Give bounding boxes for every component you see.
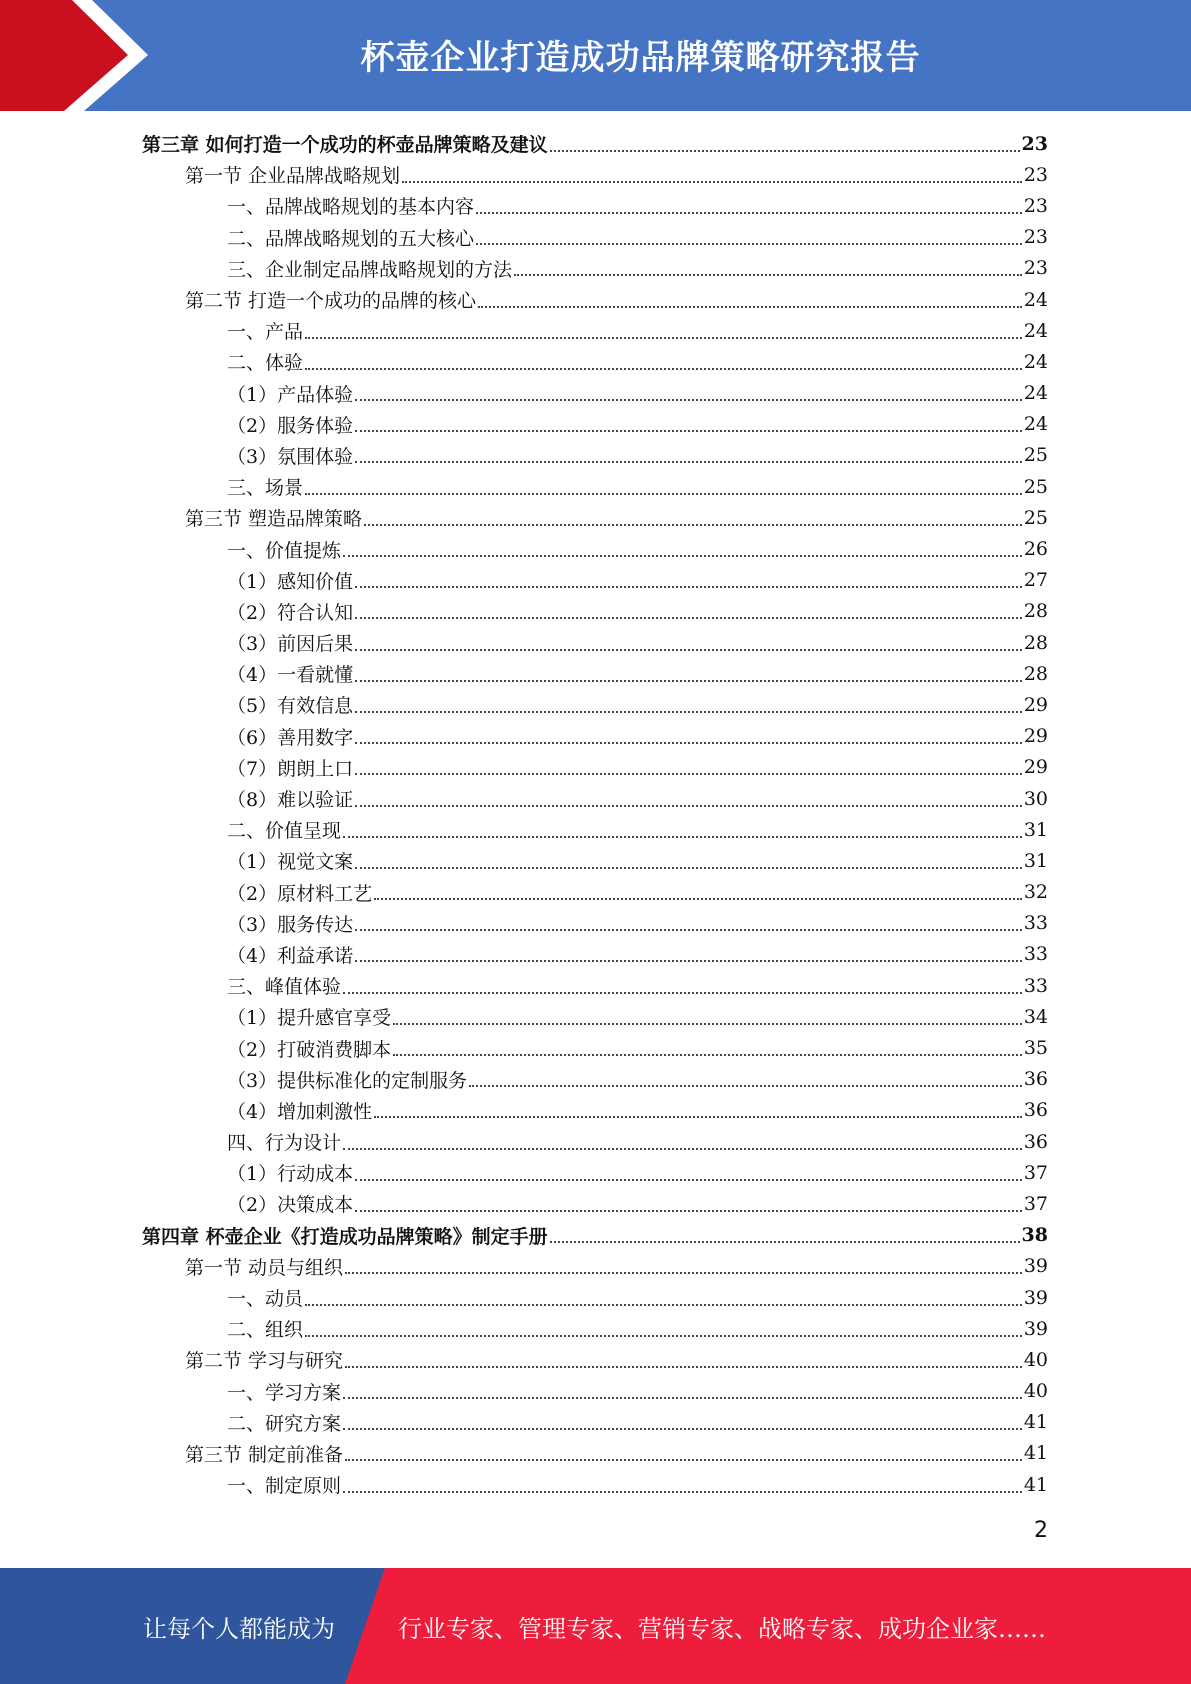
toc-entry-page: 26 [1023, 538, 1048, 561]
toc-leader-dots [476, 243, 1022, 245]
toc-entry[interactable] [142, 190, 1048, 221]
toc-entry[interactable] [142, 1344, 1048, 1375]
toc-leader-dots [345, 1272, 1022, 1274]
toc-leader-dots [355, 711, 1022, 713]
toc-leader-dots [355, 461, 1022, 463]
toc-entry[interactable] [142, 1251, 1048, 1282]
toc-entry-label: （2）决策成本 [227, 1194, 354, 1217]
toc-entry-label: （7）朗朗上口 [227, 757, 354, 780]
toc-leader-dots [364, 524, 1022, 526]
toc-leader-dots [355, 430, 1022, 432]
toc-leader-dots [469, 1085, 1022, 1087]
toc-entry-label: 二、品牌战略规划的五大核心 [227, 227, 475, 250]
toc-entry[interactable] [142, 1095, 1048, 1126]
toc-entry-page: 39 [1023, 1255, 1048, 1278]
toc-leader-dots [343, 1428, 1022, 1430]
toc-entry[interactable] [142, 658, 1048, 689]
toc-entry[interactable] [142, 471, 1048, 502]
toc-entry-label: 二、价值呈现 [227, 820, 342, 843]
page-header [0, 0, 1191, 111]
toc-leader-dots [343, 555, 1022, 557]
toc-entry-page: 36 [1023, 1068, 1048, 1091]
toc-entry-label: 第三节 塑造品牌策略 [185, 508, 363, 531]
toc-entry-page: 34 [1023, 1005, 1048, 1028]
toc-entry-page: 23 [1023, 163, 1048, 186]
toc-entry-page: 40 [1023, 1380, 1048, 1403]
toc-leader-dots [355, 586, 1022, 588]
toc-entry[interactable] [142, 814, 1048, 845]
toc-leader-dots [343, 1491, 1022, 1493]
toc-leader-dots [393, 1054, 1022, 1056]
toc-leader-dots [355, 649, 1022, 651]
toc-entry[interactable] [142, 222, 1048, 253]
toc-entry-page: 35 [1023, 1037, 1048, 1060]
toc-entry-page: 36 [1023, 1099, 1048, 1122]
page-footer [0, 1568, 1191, 1684]
toc-entry[interactable] [142, 1282, 1048, 1313]
toc-entry-label: 第二节 打造一个成功的品牌的核心 [185, 290, 477, 313]
toc-leader-dots [514, 274, 1022, 276]
toc-entry[interactable] [142, 565, 1048, 596]
toc-entry-label: 第三章 如何打造一个成功的杯壶品牌策略及建议 [142, 134, 548, 157]
toc-leader-dots [550, 150, 1020, 152]
toc-entry-label: 二、组织 [227, 1319, 304, 1342]
toc-entry-page: 32 [1023, 881, 1048, 904]
toc-entry-page: 38 [1021, 1224, 1048, 1247]
toc-entry[interactable] [142, 284, 1048, 315]
toc-entry-page: 30 [1023, 787, 1048, 810]
toc-leader-dots [355, 1210, 1022, 1212]
toc-entry[interactable] [142, 1407, 1048, 1438]
toc-entry[interactable] [142, 1064, 1048, 1095]
toc-entry-label: （4）利益承诺 [227, 944, 354, 967]
toc-entry-page: 39 [1023, 1286, 1048, 1309]
toc-entry[interactable] [142, 596, 1048, 627]
toc-entry[interactable] [142, 315, 1048, 346]
toc-leader-dots [343, 1148, 1022, 1150]
toc-entry-page: 27 [1023, 569, 1048, 592]
toc-entry-label: （5）有效信息 [227, 695, 354, 718]
toc-entry-page: 41 [1023, 1442, 1048, 1465]
toc-leader-dots [355, 773, 1022, 775]
toc-entry-page: 31 [1023, 818, 1048, 841]
toc-entry[interactable] [142, 409, 1048, 440]
toc-entry-label: （1）产品体验 [227, 383, 354, 406]
toc-leader-dots [305, 368, 1022, 370]
toc-entry-page: 28 [1023, 631, 1048, 654]
toc-leader-dots [345, 1366, 1022, 1368]
toc-entry-label: （2）服务体验 [227, 414, 354, 437]
table-of-contents [142, 128, 1048, 1500]
toc-entry-page: 29 [1023, 693, 1048, 716]
toc-entry[interactable] [142, 1001, 1048, 1032]
toc-entry[interactable] [142, 533, 1048, 564]
toc-entry[interactable] [142, 1313, 1048, 1344]
toc-entry[interactable] [142, 845, 1048, 876]
toc-entry-page: 24 [1023, 382, 1048, 405]
toc-entry-label: 一、制定原则 [227, 1475, 342, 1498]
toc-leader-dots [355, 680, 1022, 682]
toc-leader-dots [478, 306, 1022, 308]
toc-entry-label: （4）增加刺激性 [227, 1100, 373, 1123]
toc-leader-dots [305, 337, 1022, 339]
toc-leader-dots [355, 617, 1022, 619]
toc-leader-dots [355, 742, 1022, 744]
toc-entry-label: 一、价值提炼 [227, 539, 342, 562]
toc-entry-label: 二、研究方案 [227, 1412, 342, 1435]
toc-entry[interactable] [142, 1188, 1048, 1219]
toc-entry-label: 一、品牌战略规划的基本内容 [227, 196, 475, 219]
toc-entry-page: 25 [1023, 444, 1048, 467]
toc-entry-page: 36 [1023, 1130, 1048, 1153]
toc-entry-label: （1）感知价值 [227, 570, 354, 593]
toc-leader-dots [374, 1116, 1022, 1118]
toc-entry-label: 二、体验 [227, 352, 304, 375]
footer-slogan-left: 让每个人都能成为 [143, 1614, 335, 1643]
toc-entry-page: 25 [1023, 475, 1048, 498]
toc-entry[interactable] [142, 877, 1048, 908]
toc-leader-dots [355, 399, 1022, 401]
toc-entry-page: 23 [1023, 226, 1048, 249]
toc-entry-page: 33 [1023, 912, 1048, 935]
toc-entry[interactable] [142, 1438, 1048, 1469]
toc-entry-label: （3）服务传达 [227, 913, 354, 936]
toc-entry-label: （4）一看就懂 [227, 664, 354, 687]
toc-entry-page: 37 [1023, 1161, 1048, 1184]
toc-leader-dots [305, 1335, 1022, 1337]
page-number: 2 [1034, 1518, 1048, 1543]
toc-entry-label: 三、企业制定品牌战略规划的方法 [227, 258, 513, 281]
toc-entry-label: （8）难以验证 [227, 789, 354, 812]
toc-leader-dots [393, 1023, 1022, 1025]
toc-entry[interactable] [142, 1126, 1048, 1157]
toc-leader-dots [476, 212, 1022, 214]
toc-entry-page: 29 [1023, 756, 1048, 779]
toc-entry-page: 31 [1023, 849, 1048, 872]
toc-leader-dots [345, 1459, 1022, 1461]
toc-entry-label: 三、场景 [227, 477, 304, 500]
toc-entry-label: （2）符合认知 [227, 601, 354, 624]
toc-entry[interactable] [142, 253, 1048, 284]
toc-entry[interactable] [142, 970, 1048, 1001]
toc-leader-dots [550, 1241, 1020, 1243]
toc-entry[interactable] [142, 1220, 1048, 1251]
toc-entry-label: （6）善用数字 [227, 726, 354, 749]
toc-entry[interactable] [142, 1469, 1048, 1500]
toc-entry-page: 28 [1023, 662, 1048, 685]
toc-entry-page: 24 [1023, 350, 1048, 373]
toc-entry-page: 28 [1023, 600, 1048, 623]
toc-entry[interactable] [142, 159, 1048, 190]
toc-entry[interactable] [142, 378, 1048, 409]
toc-entry-page: 24 [1023, 288, 1048, 311]
toc-entry[interactable] [142, 627, 1048, 658]
toc-entry-label: （3）氛围体验 [227, 445, 354, 468]
toc-entry-label: 第一节 企业品牌战略规划 [185, 165, 401, 188]
toc-entry-page: 23 [1023, 194, 1048, 217]
toc-entry[interactable] [142, 1376, 1048, 1407]
toc-entry[interactable] [142, 440, 1048, 471]
toc-leader-dots [305, 493, 1022, 495]
toc-entry-page: 25 [1023, 506, 1048, 529]
toc-entry-label: 第四章 杯壶企业《打造成功品牌策略》制定手册 [142, 1225, 548, 1248]
toc-entry-label: （1）视觉文案 [227, 851, 354, 874]
toc-entry-page: 41 [1023, 1411, 1048, 1434]
toc-leader-dots [355, 960, 1022, 962]
toc-entry-label: （2）打破消费脚本 [227, 1038, 392, 1061]
toc-leader-dots [355, 867, 1022, 869]
toc-leader-dots [355, 929, 1022, 931]
toc-entry[interactable] [142, 908, 1048, 939]
toc-entry-label: 第一节 动员与组织 [185, 1256, 344, 1279]
toc-entry-label: 三、峰值体验 [227, 976, 342, 999]
toc-entry[interactable] [142, 752, 1048, 783]
toc-entry-label: （2）原材料工艺 [227, 882, 373, 905]
toc-entry[interactable] [142, 128, 1048, 159]
toc-leader-dots [402, 181, 1022, 183]
toc-entry-label: （3）前因后果 [227, 633, 354, 656]
toc-entry-page: 33 [1023, 974, 1048, 997]
toc-entry-page: 24 [1023, 319, 1048, 342]
toc-entry[interactable] [142, 1157, 1048, 1188]
toc-entry-label: 第二节 学习与研究 [185, 1350, 344, 1373]
toc-entry-page: 37 [1023, 1192, 1048, 1215]
toc-entry[interactable] [142, 502, 1048, 533]
toc-leader-dots [343, 992, 1022, 994]
toc-entry-label: （1）提升感官享受 [227, 1007, 392, 1030]
toc-entry-page: 33 [1023, 943, 1048, 966]
toc-entry[interactable] [142, 783, 1048, 814]
report-title: 杯壶企业打造成功品牌策略研究报告 [360, 37, 921, 78]
toc-entry[interactable] [142, 346, 1048, 377]
toc-entry[interactable] [142, 939, 1048, 970]
toc-entry-page: 23 [1021, 132, 1048, 155]
toc-entry-page: 40 [1023, 1348, 1048, 1371]
toc-entry-label: （1）行动成本 [227, 1163, 354, 1186]
toc-entry-label: 第三节 制定前准备 [185, 1443, 344, 1466]
toc-entry-page: 29 [1023, 725, 1048, 748]
toc-entry-label: （3）提供标准化的定制服务 [227, 1069, 468, 1092]
toc-leader-dots [355, 1179, 1022, 1181]
toc-entry[interactable] [142, 689, 1048, 720]
toc-leader-dots [374, 898, 1022, 900]
toc-entry-label: 四、行为设计 [227, 1132, 342, 1155]
toc-leader-dots [355, 805, 1022, 807]
toc-entry-page: 23 [1023, 257, 1048, 280]
toc-entry-page: 41 [1023, 1473, 1048, 1496]
footer-slogan-right: 行业专家、管理专家、营销专家、战略专家、成功企业家…… [398, 1614, 1046, 1643]
toc-entry-label: 一、产品 [227, 321, 304, 344]
toc-entry-page: 39 [1023, 1317, 1048, 1340]
toc-entry[interactable] [142, 721, 1048, 752]
toc-leader-dots [343, 836, 1022, 838]
toc-entry-page: 24 [1023, 413, 1048, 436]
toc-entry[interactable] [142, 1032, 1048, 1063]
toc-leader-dots [305, 1304, 1022, 1306]
toc-entry-label: 一、学习方案 [227, 1381, 342, 1404]
toc-leader-dots [343, 1397, 1022, 1399]
toc-entry-label: 一、动员 [227, 1288, 304, 1311]
